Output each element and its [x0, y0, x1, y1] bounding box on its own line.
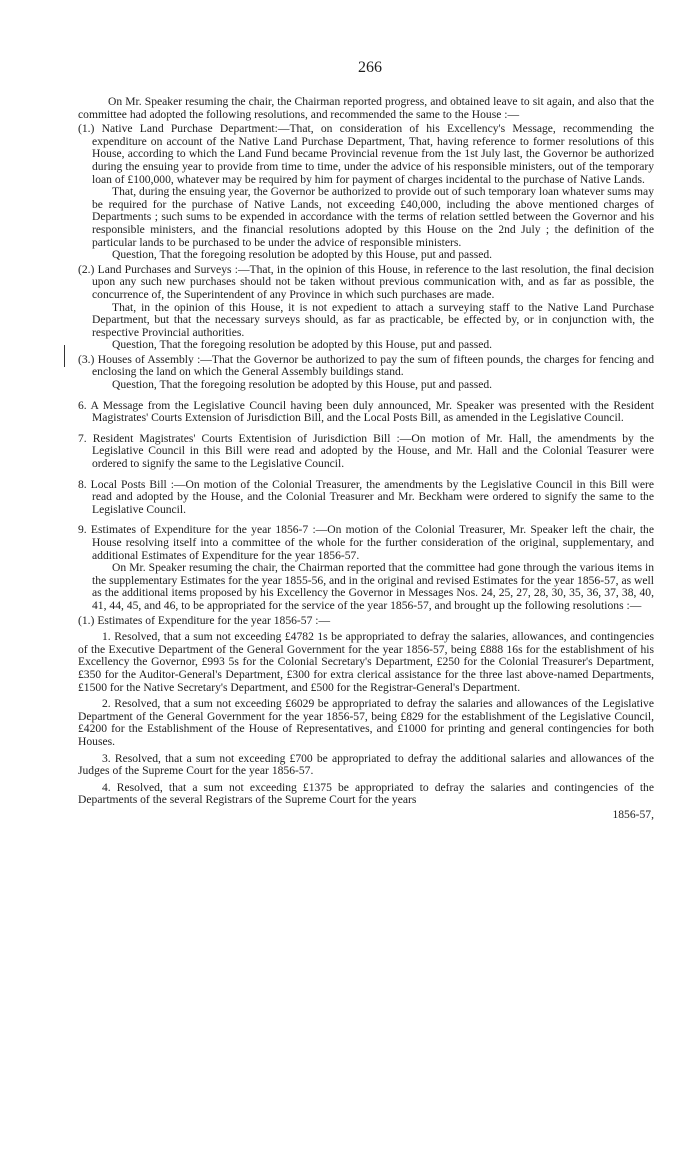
resolved-1: 1. Resolved, that a sum not exceeding £4782 1s be appropriated to defray the salaries, allowances, and contingencies of the Executive Department of the General Government for the year 1856-57, being £888 16s for the establishment of his Excellency the Governor, £993 5s for the Colonial Secretary's Department, £250 for the Colonial Treasurer's Department, £350 for the Auditor-General's Department, £300 for extra clerical assistance for the three last above-named Departments, £1500 for the Native Secretary's Department, and £500 for the Registrar-General's Department.	[78, 630, 654, 694]
item-7-magistrates-bill: 7. Resident Magistrates' Courts Extentision of Jurisdiction Bill :—On motion of Mr. Hall, the amendments by the Legislative Council in this Bill were read and adopted by the House, and Mr. Hall and the Colonial Teasurer were ordered to signify the same to the Legislative Council.	[78, 431, 654, 471]
continuation-catchword: 1856-57,	[612, 807, 654, 821]
item-9-estimates: 9. Estimates of Expenditure for the year 1856-7 :—On motion of the Colonial Treasurer, Mr. Speaker left the chair, the House resolving itself into a committee of the whole for the further consideration of the original, supplementary, and additional Estimates of Expenditure for the year 1856-57.	[78, 523, 654, 562]
document-page	[78, 58, 654, 821]
resolution-land-purchases-surveys-continued: That, in the opinion of this House, it is not expedient to attach a surveying staff to the Native Land Purchase Department, but that the necessary surveys should, as far as practicable, be effected by, or in conjunction with, the respective Provincial authorities.	[92, 300, 654, 339]
resolved-3: 3. Resolved, that a sum not exceeding £700 be appropriated to defray the additional salaries and allowances of the Judges of the Supreme Court for the year 1856-57.	[78, 751, 654, 778]
intro-paragraph: On Mr. Speaker resuming the chair, the Chairman reported progress, and obtained leave to sit again, and also that the committee had adopted the following resolutions, and recommended the same to the House :—	[78, 95, 654, 121]
question-paragraph: Question, That the foregoing resolution be adopted by this House, put and passed.	[112, 378, 493, 392]
margin-mark	[64, 345, 65, 367]
item-6-message: 6. A Message from the Legislative Council having been duly announced, Mr. Speaker was presented with the Resident Magistrates' Courts Extension of Jurisdiction Bill, and the Local Posts Bill, as amended in the Legislative Council.	[78, 398, 654, 425]
resolved-2: 2. Resolved, that a sum not exceeding £6029 be appropriated to defray the salaries and allowances of the Legislative Department of the General Government for the year 1856-57, being £829 for the establishment of the Legislative Council, £4200 for the Establishment of the House of Representatives, and £1000 for printing and general contingencies for both Houses.	[78, 697, 654, 748]
page-number: 266	[358, 59, 382, 76]
question-paragraph: Question, That the foregoing resolution be adopted by this House, put and passed.	[112, 248, 493, 262]
question-paragraph: Question, That the foregoing resolution be adopted by this House, put and passed.	[112, 338, 493, 352]
item-9-report: On Mr. Speaker resuming the chair, the Chairman reported that the committee had gone through the various items in the supplementary Estimates for the year 1855-56, and in the original and revised Estimates for the year 1856-57, as well as the additional items proposed by his Excellency the Governor in Messages Nos. 24, 25, 27, 28, 30, 35, 36, 37, 38, 40, 41, 44, 45, and 46, to be appropriated for the service of the year 1856-57, and brought up the following resolutions :—	[92, 561, 654, 612]
resolution-houses-of-assembly: (3.) Houses of Assembly :—That the Governor be authorized to pay the sum of fifteen pounds, the charges for fencing and enclosing the land on which the General Assembly buildings stand.	[78, 352, 654, 379]
resolution-land-purchases-surveys: (2.) Land Purchases and Surveys :—That, in the opinion of this House, in reference to the last resolution, the final decision upon any such new purchases should not be taken without previous communication with, and as far as possible, the concurrence of, the Superintendent of any Province in which such purchases are made.	[78, 262, 654, 301]
resolution-native-land-purchase-continued: That, during the ensuing year, the Governor be authorized to provide out of such temporary loan whatever sums may be required for the purchase of Native Lands, not exceeding £40,000, including the above mentioned charges of Departments ; such sums to be expended in accordance with the terms of relation settled between the Governor and his responsible ministers, and the financial resolutions adopted by this House on the 2nd July ; the definition of the particular lands to be purchased to be under the advice of responsible ministers.	[92, 185, 654, 249]
estimates-heading: (1.) Estimates of Expenditure for the year 1856-57 :—	[78, 613, 331, 627]
resolved-4: 4. Resolved, that a sum not exceeding £1375 be appropriated to defray the salaries and contingencies of the Departments of the several Registrars of the Supreme Court for the years	[78, 780, 654, 807]
item-8-local-posts-bill: 8. Local Posts Bill :—On motion of the Colonial Treasurer, the amendments by the Legislative Council in this Bill were read and adopted by the House, and the Colonial Treasurer and Mr. Beckham were ordered to signify the same to the Legislative Council.	[78, 477, 654, 516]
resolution-native-land-purchase: (1.) Native Land Purchase Department:—That, on consideration of his Excellency's Message, recommending the expenditure on account of the Native Land Purchase Department, That, having reference to former resolutions of this House, according to which the Land Fund became Provincial revenue from the 1st July last, the Governor be authorized during the ensuing year to provide from time to time, under the advice of his responsible ministers, out of the temporary loan of £100,000, whatever may be required by him for payment of charges incidental to the purchase of Native Lands.	[78, 122, 654, 186]
